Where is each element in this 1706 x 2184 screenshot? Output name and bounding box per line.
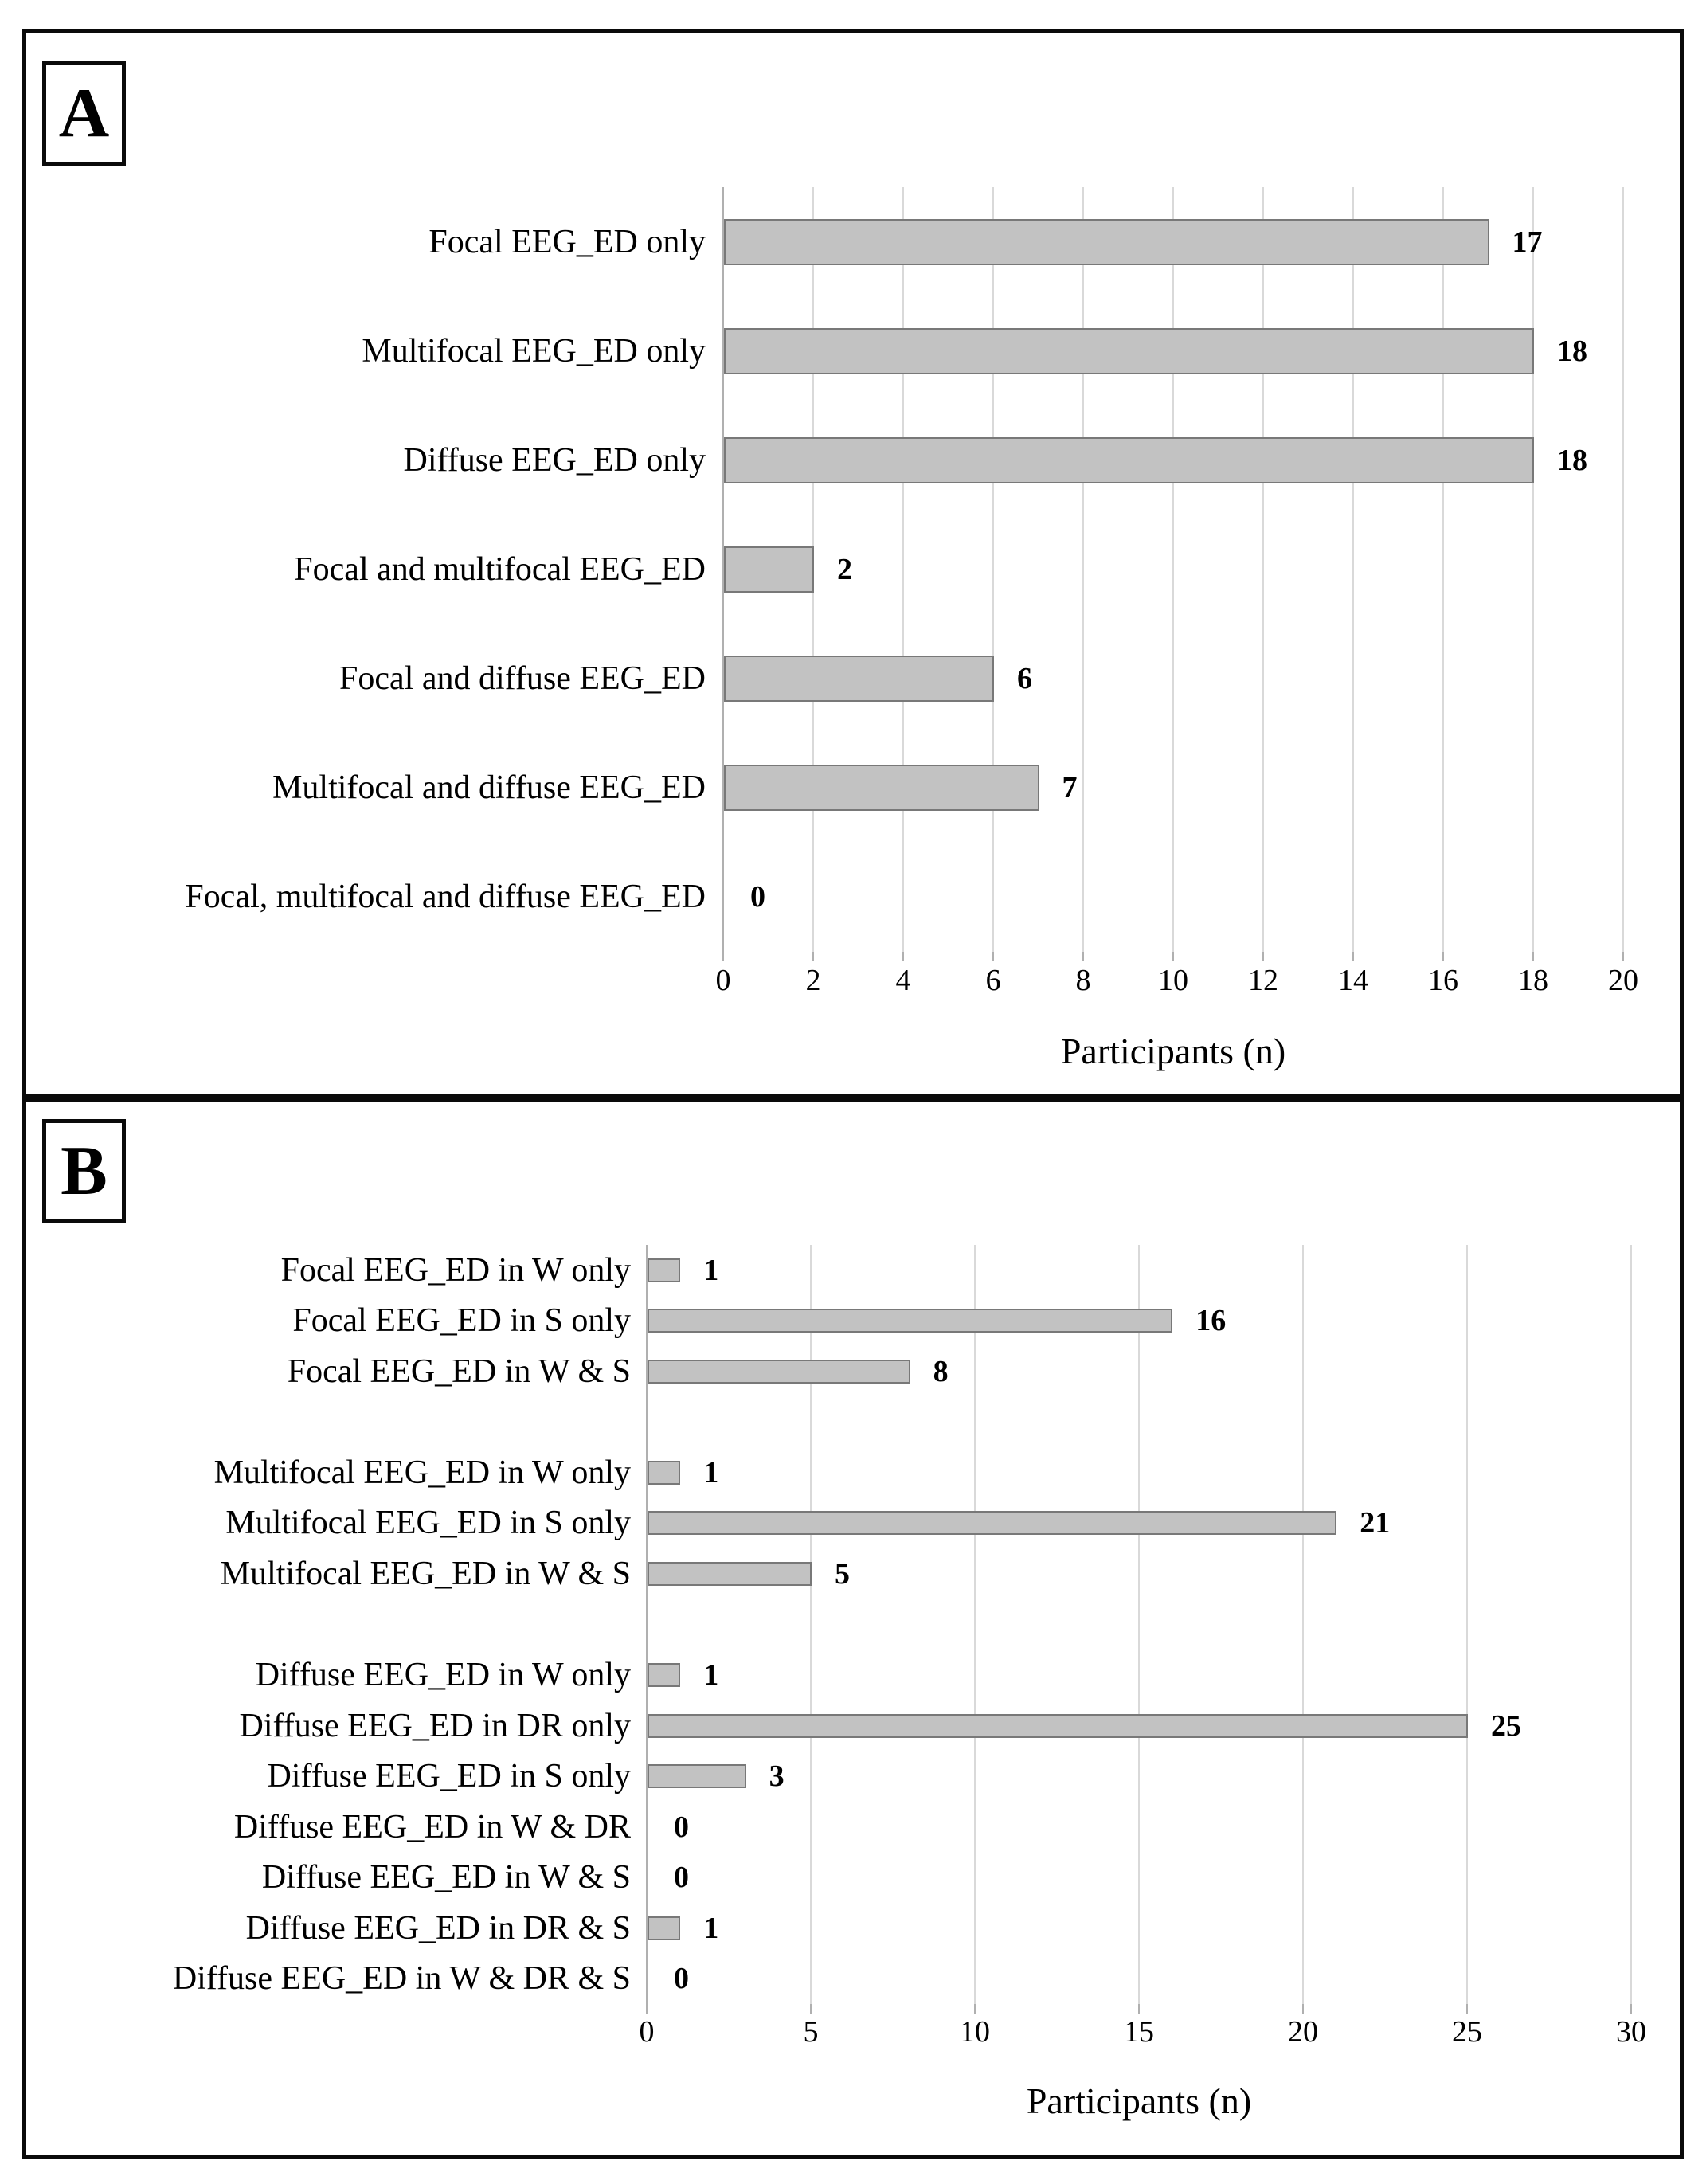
category-label: Diffuse EEG_ED in S only [267, 1758, 631, 1795]
tick-mark [1302, 2004, 1304, 2014]
category-label: Diffuse EEG_ED in DR only [239, 1707, 631, 1744]
gridline [1172, 187, 1174, 952]
panel-b [22, 1098, 1684, 2159]
value-label: 21 [1360, 1506, 1391, 1540]
value-label: 0 [674, 1861, 689, 1895]
bar [648, 1258, 680, 1282]
value-label: 6 [1017, 662, 1032, 696]
x-tick-label: 4 [895, 964, 911, 997]
tick-mark [722, 952, 724, 961]
value-label: 25 [1491, 1708, 1521, 1743]
gridline [1532, 187, 1534, 952]
bar [724, 765, 1039, 811]
gridline [974, 1245, 976, 2004]
value-label: 3 [769, 1759, 785, 1794]
tick-mark [1532, 952, 1534, 961]
value-label: 1 [703, 1911, 719, 1945]
tick-mark [812, 952, 814, 961]
value-label: 1 [703, 1455, 719, 1489]
category-label: Multifocal and diffuse EEG_ED [272, 769, 706, 807]
panel-a-letter: A [58, 74, 110, 152]
value-label: 2 [837, 553, 852, 586]
panel-a [22, 29, 1684, 1098]
x-tick-label: 18 [1518, 964, 1548, 997]
bar [648, 1360, 910, 1384]
panel-a-axis-title: Participants (n) [1060, 1031, 1286, 1071]
x-tick-label: 10 [1158, 964, 1188, 997]
category-label: Diffuse EEG_ED only [403, 441, 706, 479]
category-label: Multifocal EEG_ED in W only [213, 1454, 631, 1491]
category-label: Diffuse EEG_ED in W & S [261, 1859, 631, 1896]
category-label: Focal EEG_ED only [428, 223, 706, 260]
value-label: 1 [703, 1253, 719, 1287]
x-tick-label: 0 [715, 964, 731, 997]
x-tick-label: 16 [1428, 964, 1458, 997]
x-tick-label: 20 [1608, 964, 1638, 997]
tick-mark [1352, 952, 1354, 961]
x-tick-label: 2 [805, 964, 821, 997]
category-label: Multifocal EEG_ED only [362, 332, 706, 370]
gridline [1082, 187, 1084, 952]
category-label: Multifocal EEG_ED in W & S [220, 1555, 631, 1592]
bar [724, 437, 1534, 483]
x-tick-label: 10 [960, 2015, 990, 2049]
gridline [1622, 187, 1624, 952]
value-label: 5 [835, 1556, 850, 1591]
category-label: Multifocal EEG_ED in S only [225, 1505, 631, 1542]
bar [724, 656, 994, 702]
category-label: Diffuse EEG_ED in W & DR [233, 1808, 631, 1845]
value-label: 17 [1512, 225, 1543, 259]
gridline [1138, 1245, 1140, 2004]
gridline [1630, 1245, 1632, 2004]
category-label: Diffuse EEG_ED in DR & S [245, 1909, 631, 1947]
bar [648, 1916, 680, 1940]
bar [648, 1461, 680, 1485]
panel-b-plot [26, 1102, 1680, 2155]
tick-mark [646, 2004, 648, 2014]
gridline [1466, 1245, 1468, 2004]
category-label: Focal EEG_ED in S only [292, 1302, 631, 1340]
x-tick-label: 15 [1124, 2015, 1154, 2049]
tick-mark [1172, 952, 1174, 961]
panel-b-letter: B [61, 1132, 108, 1210]
value-label: 18 [1557, 443, 1587, 477]
bar [648, 1309, 1172, 1333]
bar [724, 328, 1534, 374]
x-tick-label: 25 [1452, 2015, 1482, 2049]
category-label: Diffuse EEG_ED in W only [255, 1657, 631, 1694]
panel-b-axis-title: Participants (n) [1026, 2080, 1252, 2121]
value-label: 18 [1557, 334, 1587, 368]
gridline [1302, 1245, 1304, 2004]
value-label: 0 [750, 880, 765, 914]
category-label: Focal and multifocal EEG_ED [294, 551, 706, 588]
value-label: 0 [674, 1962, 689, 1996]
bar [648, 1511, 1336, 1535]
x-tick-label: 20 [1288, 2015, 1318, 2049]
gridline [992, 187, 994, 952]
bar [724, 219, 1489, 265]
tick-mark [1082, 952, 1084, 961]
tick-mark [974, 2004, 976, 2014]
tick-mark [1630, 2004, 1632, 2014]
value-label: 1 [703, 1658, 719, 1693]
tick-mark [1466, 2004, 1468, 2014]
tick-mark [1442, 952, 1444, 961]
category-label: Focal and diffuse EEG_ED [339, 660, 706, 698]
panel-a-plot [26, 33, 1680, 1094]
category-label: Focal EEG_ED in W & S [287, 1352, 631, 1390]
value-label: 7 [1062, 771, 1078, 805]
bar [648, 1663, 680, 1687]
value-label: 0 [674, 1810, 689, 1844]
gridline [902, 187, 904, 952]
value-label: 16 [1195, 1304, 1227, 1338]
bar [648, 1714, 1468, 1738]
x-tick-label: 14 [1338, 964, 1368, 997]
bar [724, 546, 814, 593]
x-tick-label: 12 [1248, 964, 1278, 997]
value-label: 8 [933, 1354, 949, 1388]
tick-mark [1138, 2004, 1140, 2014]
bar [648, 1562, 812, 1586]
gridline [1262, 187, 1264, 952]
x-tick-label: 5 [803, 2015, 819, 2049]
x-tick-label: 30 [1616, 2015, 1646, 2049]
gridline [1442, 187, 1444, 952]
tick-mark [1622, 952, 1624, 961]
tick-mark [1262, 952, 1264, 961]
x-tick-label: 8 [1075, 964, 1091, 997]
bar [648, 1764, 746, 1788]
category-label: Focal, multifocal and diffuse EEG_ED [185, 879, 706, 916]
x-tick-label: 0 [639, 2015, 655, 2049]
x-tick-label: 6 [985, 964, 1001, 997]
tick-mark [992, 952, 994, 961]
tick-mark [810, 2004, 812, 2014]
category-label: Diffuse EEG_ED in W & DR & S [172, 1960, 631, 1998]
category-label: Focal EEG_ED in W only [280, 1251, 631, 1289]
tick-mark [902, 952, 904, 961]
gridline [1352, 187, 1354, 952]
